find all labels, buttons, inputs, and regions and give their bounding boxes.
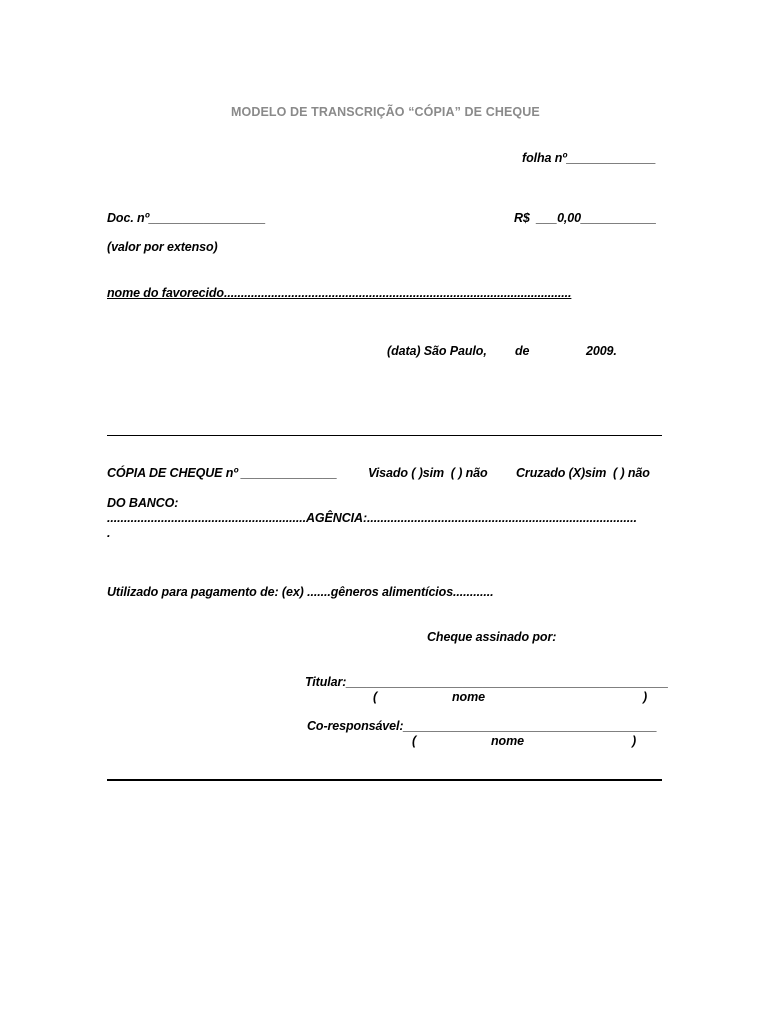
date-place-field: (data) São Paulo, — [387, 344, 487, 358]
visado-field: Visado ( )sim ( ) não — [368, 466, 488, 480]
bottom-separator-line — [107, 779, 662, 781]
holder-paren-close: ) — [643, 690, 648, 704]
payee-field: nome do favorecido....................................................................................................... — [107, 286, 572, 300]
bank-label: DO BANCO: — [107, 496, 179, 510]
date-year: 2009. — [586, 344, 617, 358]
holder-paren-open: ( — [373, 690, 378, 704]
co-responsible-paren-close: ) — [632, 734, 637, 748]
folha-field: folha nº_____________ — [522, 151, 656, 165]
co-responsible-signature-field: Co-responsável:_____________________________________ — [307, 719, 657, 733]
bank-agency-field: ...........................................................AGÊNCIA:................................................................................ — [107, 511, 637, 525]
holder-name-label: nome — [452, 690, 485, 704]
doc-number-field: Doc. nº_________________ — [107, 211, 266, 225]
bank-agency-continuation: . — [107, 526, 111, 540]
separator-line — [107, 435, 662, 436]
document-title: MODELO DE TRANSCRIÇÃO “CÓPIA” DE CHEQUE — [231, 105, 540, 119]
cruzado-field: Cruzado (X)sim ( ) não — [516, 466, 650, 480]
payment-purpose-field: Utilizado para pagamento de: (ex) .......gêneros alimentícios............ — [107, 585, 494, 599]
holder-signature-field: Titular:_______________________________________________ — [305, 675, 669, 689]
co-responsible-paren-open: ( — [412, 734, 417, 748]
amount-field: R$ ___0,00___________ — [514, 211, 657, 225]
co-responsible-name-label: nome — [491, 734, 524, 748]
signed-by-label: Cheque assinado por: — [427, 630, 557, 644]
date-de-label: de — [515, 344, 530, 358]
amount-in-words-label: (valor por extenso) — [107, 240, 218, 254]
cheque-copy-number-field: CÓPIA DE CHEQUE nº ______________ — [107, 466, 338, 480]
